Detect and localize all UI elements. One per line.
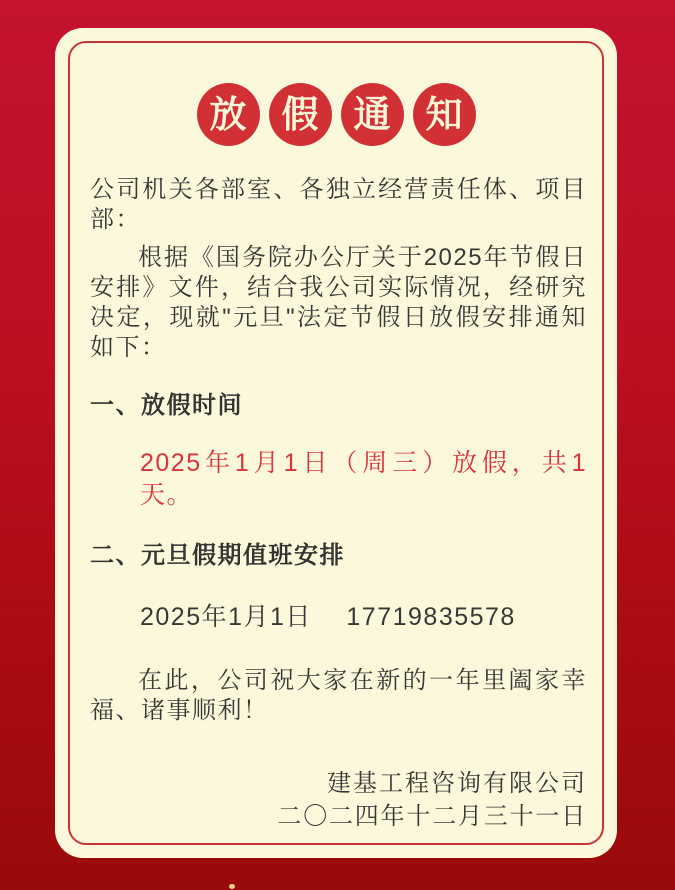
signature-block — [90, 768, 587, 834]
section-1-heading: 一、放假时间 — [90, 392, 243, 419]
title-char-badge-4 — [413, 83, 476, 146]
title-char-1: 放 — [209, 94, 247, 135]
company-name: 建基工程咨询有限公司 — [327, 770, 587, 797]
duty-roster-line — [90, 601, 587, 633]
section-2-heading: 二、元旦假期值班安排 — [90, 542, 345, 569]
notice-body — [90, 175, 587, 834]
title-char-4: 知 — [425, 94, 463, 135]
title-char-badge-1 — [197, 83, 260, 146]
duty-date: 2025年1月1日 — [140, 603, 312, 631]
title-char-badge-2 — [269, 83, 332, 146]
title-char-badge-3 — [341, 83, 404, 146]
intro-paragraph: 根据《国务院办公厅关于2025年节假日安排》文件，结合我公司实际情况，经研究决定，现就"元旦"法定节假日放假安排通知如下： — [90, 244, 587, 361]
duty-phone-number: 17719835578 — [346, 603, 516, 631]
title-char-2: 假 — [281, 94, 319, 135]
title-char-3: 通 — [353, 94, 391, 135]
holiday-date-highlight: 2025年1月1日（周三）放假，共1天。 — [140, 449, 587, 509]
greeting-line: 公司机关各部室、各独立经营责任体、项目部： — [90, 176, 587, 233]
poster-title — [55, 83, 617, 146]
notice-card — [55, 28, 617, 858]
signature-date: 二〇二四年十二月三十一日 — [277, 803, 587, 830]
decorative-dot — [229, 884, 235, 889]
closing-paragraph: 在此，公司祝大家在新的一年里阖家幸福、诸事顺利！ — [90, 667, 587, 724]
